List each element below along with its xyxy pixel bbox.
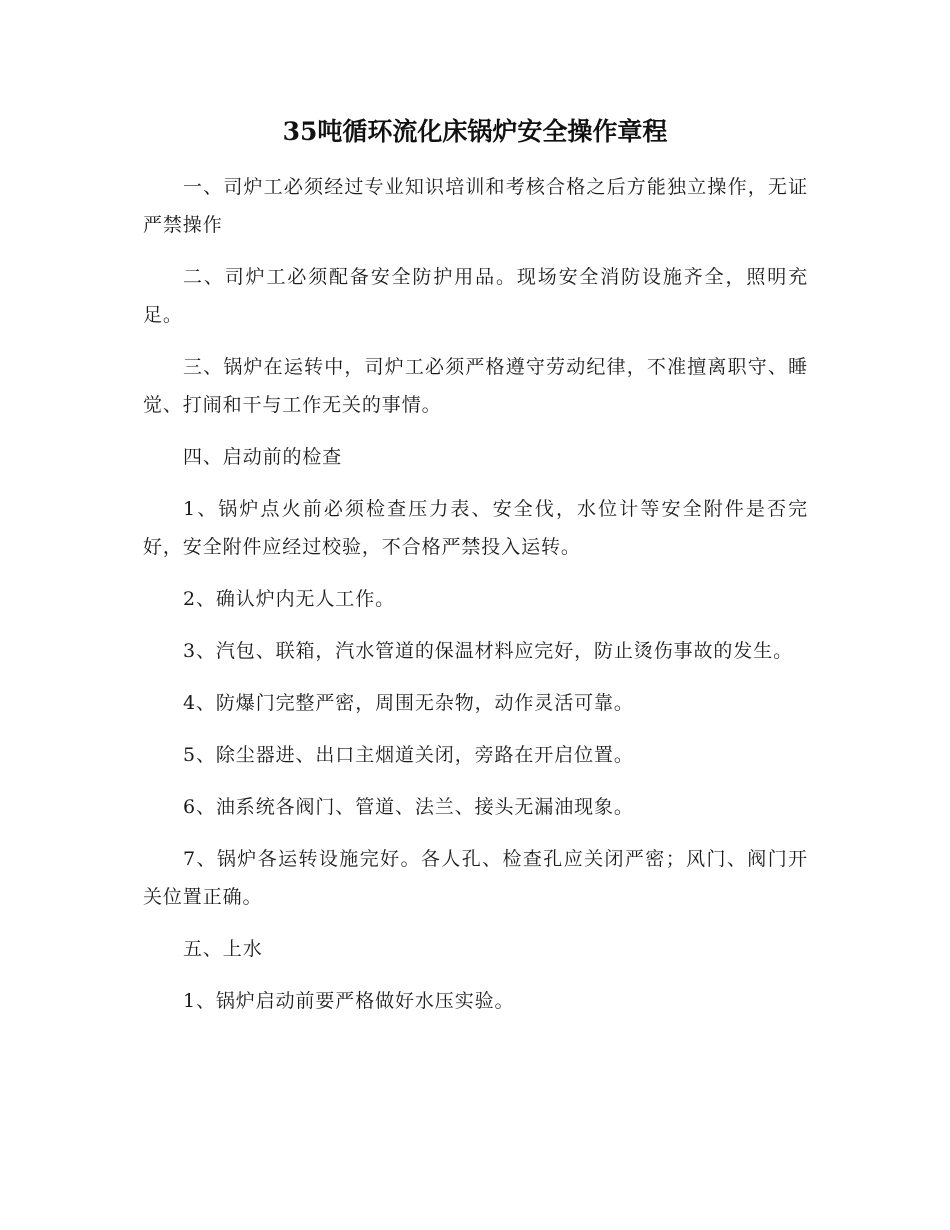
section-heading-startup-check: 四、启动前的检查 [183,446,343,468]
paragraph-2: 二、司炉工必须配备安全防护用品。现场安全消防设施齐全，照明充足。 [143,266,808,326]
paragraph-check-7: 7、锅炉各运转设施完好。各人孔、检查孔应关闭严密；风门、阀门开关位置正确。 [143,848,808,908]
paragraph-check-1: 1、锅炉点火前必须检查压力表、安全伐，水位计等安全附件是否完好，安全附件应经过校验，不合格严禁投入运转。 [143,498,808,558]
paragraph-check-2: 2、确认炉内无人工作。 [183,588,395,610]
paragraph-check-4: 4、防爆门完整严密，周围无杂物，动作灵活可靠。 [183,692,634,714]
document-body [143,168,808,1034]
paragraph-check-5: 5、除尘器进、出口主烟道关闭，旁路在开启位置。 [183,744,634,766]
document-title: 35吨循环流化床锅炉安全操作章程 [282,117,668,146]
section-heading-water-fill: 五、上水 [183,938,263,960]
paragraph-water-1: 1、锅炉启动前要严格做好水压实验。 [183,990,515,1012]
paragraph-check-3: 3、汽包、联箱，汽水管道的保温材料应完好，防止烫伤事故的发生。 [183,640,793,662]
paragraph-3: 三、锅炉在运转中，司炉工必须严格遵守劳动纪律，不准擅离职守、睡觉、打闹和干与工作无关的事情。 [143,356,808,416]
paragraph-1: 一、司炉工必须经过专业知识培训和考核合格之后方能独立操作，无证严禁操作 [143,176,808,236]
paragraph-check-6: 6、油系统各阀门、管道、法兰、接头无漏油现象。 [183,796,634,818]
